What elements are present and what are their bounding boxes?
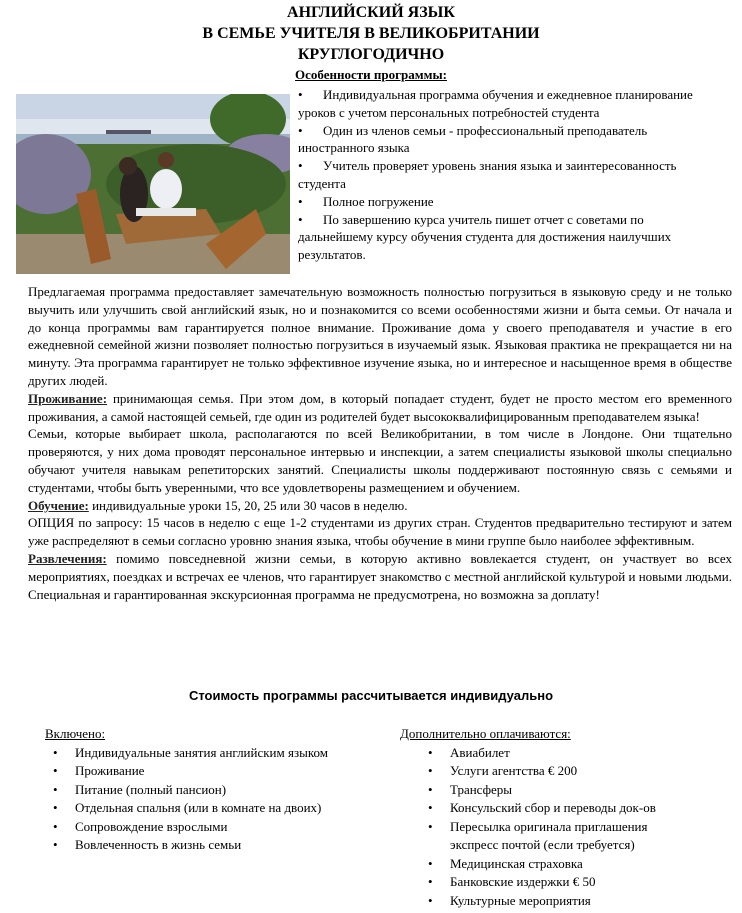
included-item: • Вовлеченность в жизнь семьи (45, 836, 345, 855)
housing-paragraph (28, 390, 732, 426)
extra-item: • Банковские издержки € 50 (420, 873, 660, 892)
price-note: Стоимость программы рассчитывается индивидуально (188, 688, 554, 703)
study-text: индивидуальные уроки 15, 20, 25 или 30 часов в неделю. (88, 497, 408, 513)
included-item: • Проживание (45, 762, 345, 781)
leisure-label: Развлечения: (28, 550, 107, 566)
extra-costs-section (400, 725, 720, 910)
study-paragraph (28, 497, 732, 515)
document-title (0, 2, 742, 65)
housing-label: Проживание: (28, 390, 108, 406)
extra-item: • Трансферы (420, 781, 660, 800)
features-list (298, 86, 718, 264)
extra-item: • Медицинская страховка (420, 855, 660, 874)
extra-item: • Услуги агентства € 200 (420, 762, 660, 781)
intro-paragraph: Предлагаемая программа предоставляет замечательную возможность полностью погрузиться в языковую среду и не только выучить или улучшить свой английский язык, но и познакомится со всеми особенностями жизни и быта семьи. От начала и до конца программы вам гарантируется полное внимание. Проживание дома у своего преподавателя и участие в его ежедневной семейной жизни позволяет полностью погрузиться в изучаемый язык. Языковая практика не прекращается ни на минуту. Эта программа гарантирует не только эффективное изучение языка, но и интересное и насыщенное время в обществе других людей. (28, 284, 732, 388)
feature-item: • По завершению курса учитель пишет отчет с советами по дальнейшему курсу обучения студента для достижения наилучших результатов. (298, 211, 672, 263)
included-section (45, 725, 345, 855)
garden-study-photo (16, 94, 290, 274)
leisure-paragraph (28, 550, 732, 603)
feature-item: • Один из членов семьи - профессиональный преподаватель иностранного языка (298, 122, 648, 156)
leisure-text: помимо повседневной жизни семьи, в которую активно вовлекается студент, он участвует во всех мероприятиях, поездках и встречах ее членов, что гарантирует знакомство с местной английской культурой и новыми людьми. Специальная и гарантированная экскурсионная программа не предусмотрена, но возможна за доплату! (28, 550, 732, 602)
extra-item: • Культурные мероприятия (420, 892, 660, 911)
extra-item: • Консульский сбор и переводы док-ов (420, 799, 660, 818)
housing-text: принимающая семья. При этом дом, в который попадает студент, будет не просто местом его временного проживания, а самой настоящей семьей, где один из родителей будет высококвалифицированным преподавателем языка! (28, 390, 732, 424)
program-description (28, 283, 732, 603)
included-item: • Сопровождение взрослыми (45, 818, 345, 837)
extra-item: • Пересылка оригинала приглашения экспресс почтой (если требуется) (420, 818, 660, 855)
included-item: • Индивидуальные занятия английским языком (45, 744, 345, 763)
families-paragraph: Семьи, которые выбирает школа, располагаются по всей Великобритании, в том числе в Лондоне. Они тщательно проверяются, у них дома проводят персональное интервью и инспекции, а затем специалисты языковой школы специально обучают учителя навыкам репетиторских занятий. Специалисты школы поддерживают постоянную связь с семьями и студентами, чтобы быть уверенными, что все удовлетворены размещением и обучением. (28, 426, 732, 495)
feature-item: • Индивидуальная программа обучения и ежедневное планирование уроков с учетом персональных потребностей студента (298, 87, 693, 120)
extra-heading: Дополнительно оплачиваются: (400, 726, 571, 741)
feature-item: • Учитель проверяет уровень знания языка и заинтересованность студента (298, 158, 677, 191)
title-line: АНГЛИЙСКИЙ ЯЗЫК (287, 4, 455, 21)
included-item: • Питание (полный пансион) (45, 781, 345, 800)
option-paragraph: ОПЦИЯ по запросу: 15 часов в неделю с еще 1-2 студентами из других стран. Студентов предварительно тестируют и затем уже распределяют в семьи согласно уровню знания языка, чтобы обучение в мини группе было наиболее эффективным. (28, 515, 732, 549)
title-line: В СЕМЬЕ УЧИТЕЛЯ В ВЕЛИКОБРИТАНИИ (202, 25, 540, 42)
title-line: КРУГЛОГОДИЧНО (297, 46, 445, 63)
study-label: Обучение: (28, 497, 89, 513)
extra-item: • Авиабилет (420, 744, 660, 763)
feature-item: • Полное погружение (298, 193, 434, 209)
features-heading: Особенности программы: (295, 67, 447, 82)
included-heading: Включено: (45, 726, 106, 741)
included-item: • Отдельная спальня (или в комнате на двоих) (45, 799, 345, 818)
